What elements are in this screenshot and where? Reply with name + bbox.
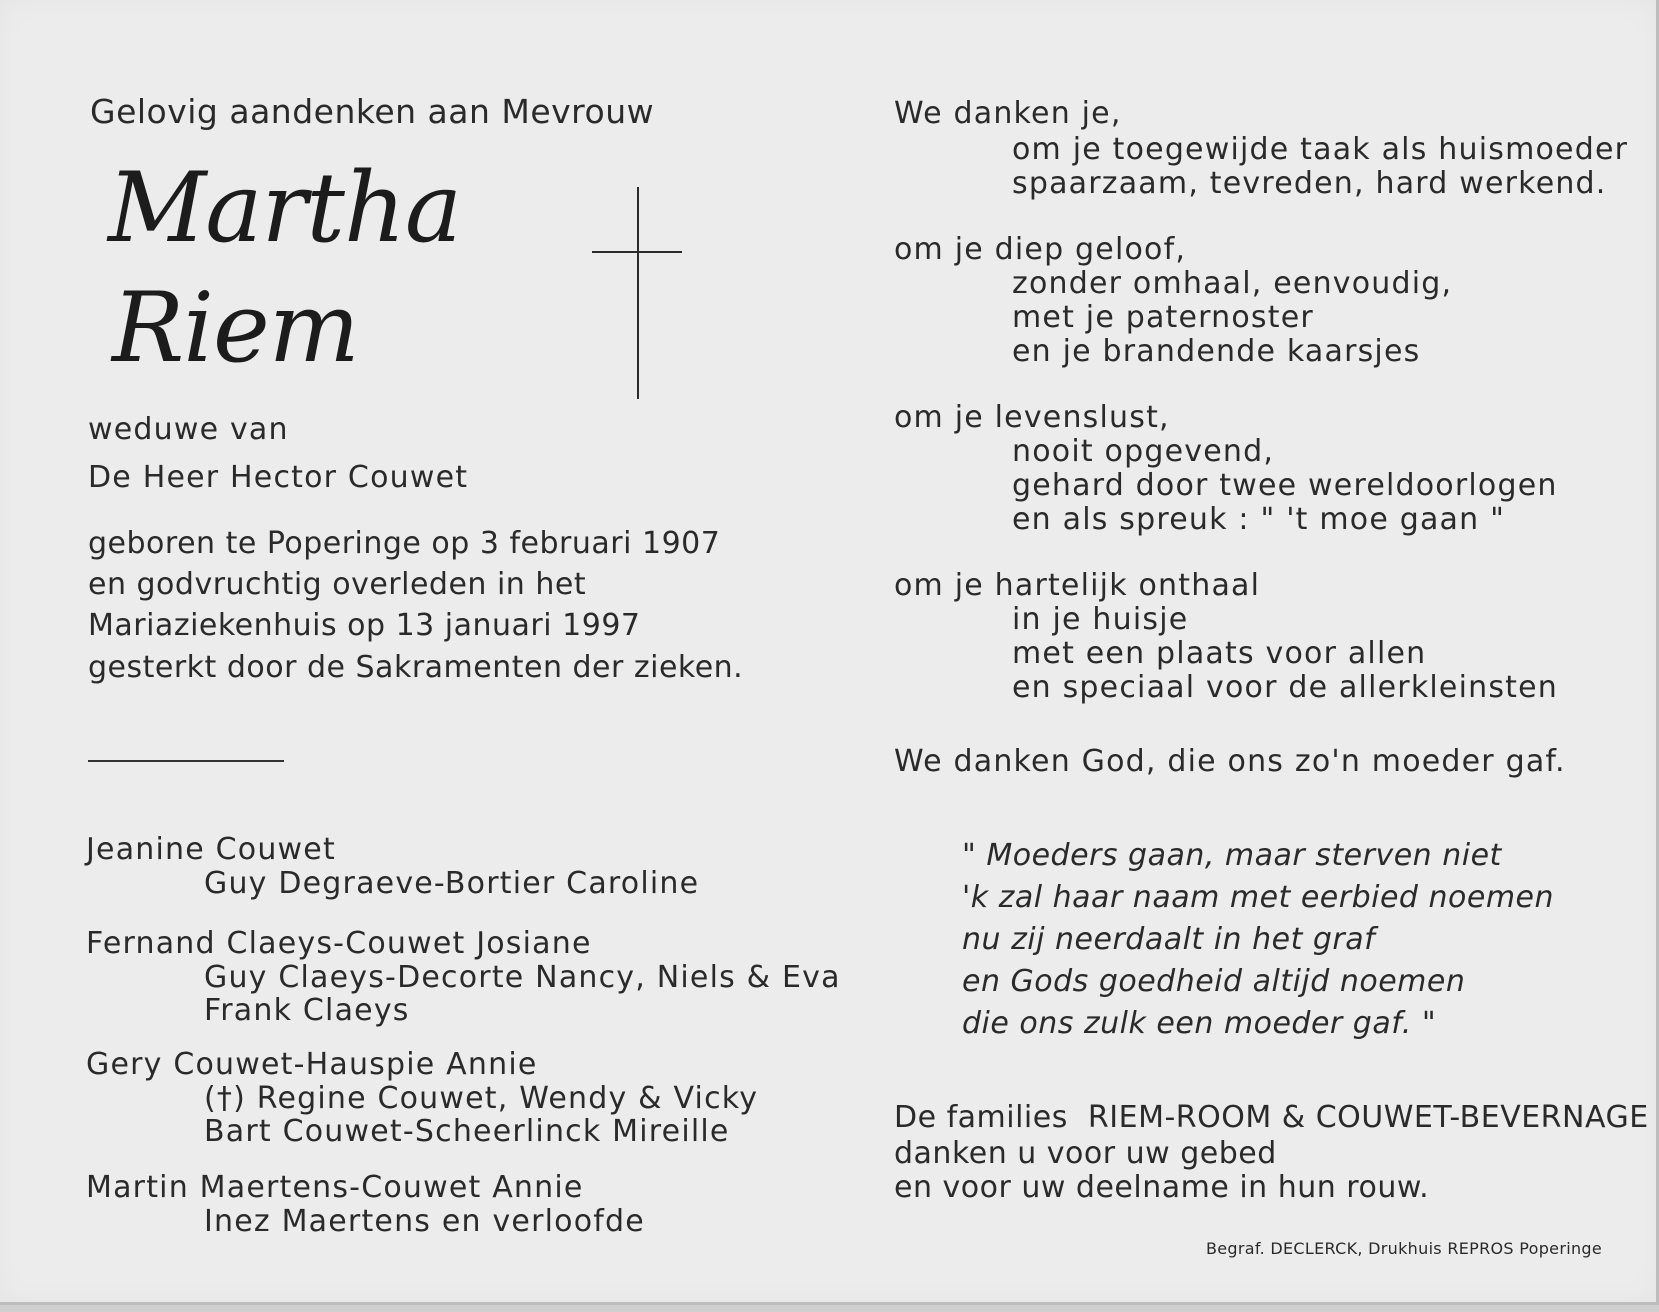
poem-line: om je levenslust,: [894, 400, 1170, 435]
divider: [88, 760, 284, 762]
bio-line: gesterkt door de Sakramenten der zieken.: [88, 650, 744, 685]
cross-icon: [637, 187, 639, 399]
thanks-line: danken u voor uw gebed: [894, 1136, 1277, 1171]
poem-line: spaarzaam, tevreden, hard werkend.: [1012, 166, 1607, 201]
poem-line: om je diep geloof,: [894, 232, 1187, 267]
family-line: Frank Claeys: [204, 993, 410, 1028]
family-line: Jeanine Couwet: [86, 832, 336, 867]
poem-line: om je hartelijk onthaal: [894, 568, 1261, 603]
deceased-last-name: Riem: [112, 272, 359, 384]
deceased-first-name: Martha: [108, 152, 462, 264]
family-line: (†) Regine Couwet, Wendy & Vicky: [204, 1081, 759, 1116]
poem-line: en je brandende kaarsjes: [1012, 334, 1421, 369]
poem-line: en speciaal voor de allerkleinsten: [1012, 670, 1558, 705]
bio-line: geboren te Poperinge op 3 februari 1907: [88, 526, 721, 561]
intro-line: Gelovig aandenken aan Mevrouw: [90, 92, 655, 131]
bio-line: Mariaziekenhuis op 13 januari 1997: [88, 608, 641, 643]
poem-line: en als spreuk : " 't moe gaan ": [1012, 502, 1506, 537]
cross-icon-bar: [592, 251, 682, 253]
family-line: Gery Couwet-Hauspie Annie: [86, 1047, 538, 1082]
poem-line: met je paternoster: [1012, 300, 1314, 335]
quote-line: en Gods goedheid altijd noemen: [962, 964, 1466, 999]
thanks-line: De families RIEM-ROOM & COUWET-BEVERNAGE: [894, 1100, 1649, 1135]
quote-line: " Moeders gaan, maar sterven niet: [962, 838, 1502, 873]
poem-line: We danken je,: [894, 96, 1122, 131]
family-line: Guy Claeys-Decorte Nancy, Niels & Eva: [204, 960, 841, 995]
quote-line: die ons zulk een moeder gaf. ": [962, 1006, 1437, 1041]
quote-line: 'k zal haar naam met eerbied noemen: [962, 880, 1555, 915]
family-line: Fernand Claeys-Couwet Josiane: [86, 926, 592, 961]
quote-line: nu zij neerdaalt in het graf: [962, 922, 1376, 957]
printer-credit: Begraf. DECLERCK, Drukhuis REPROS Poperinge: [1206, 1239, 1602, 1258]
poem-line: om je toegewijde taak als huismoeder: [1012, 132, 1629, 167]
poem-line: in je huisje: [1012, 602, 1189, 637]
family-line: Bart Couwet-Scheerlinck Mireille: [204, 1114, 730, 1149]
family-line: Inez Maertens en verloofde: [204, 1204, 645, 1239]
widow-of-label: weduwe van: [88, 412, 289, 447]
poem-line: met een plaats voor allen: [1012, 636, 1427, 671]
bio-line: en godvruchtig overleden in het: [88, 567, 587, 602]
poem-line: gehard door twee wereldoorlogen: [1012, 468, 1558, 503]
husband-name: De Heer Hector Couwet: [88, 460, 469, 495]
family-line: Martin Maertens-Couwet Annie: [86, 1170, 584, 1205]
poem-line: zonder omhaal, eenvoudig,: [1012, 266, 1453, 301]
poem-line: We danken God, die ons zo'n moeder gaf.: [894, 744, 1566, 779]
poem-line: nooit opgevend,: [1012, 434, 1275, 469]
family-line: Guy Degraeve-Bortier Caroline: [204, 866, 700, 901]
thanks-line: en voor uw deelname in hun rouw.: [894, 1170, 1430, 1205]
